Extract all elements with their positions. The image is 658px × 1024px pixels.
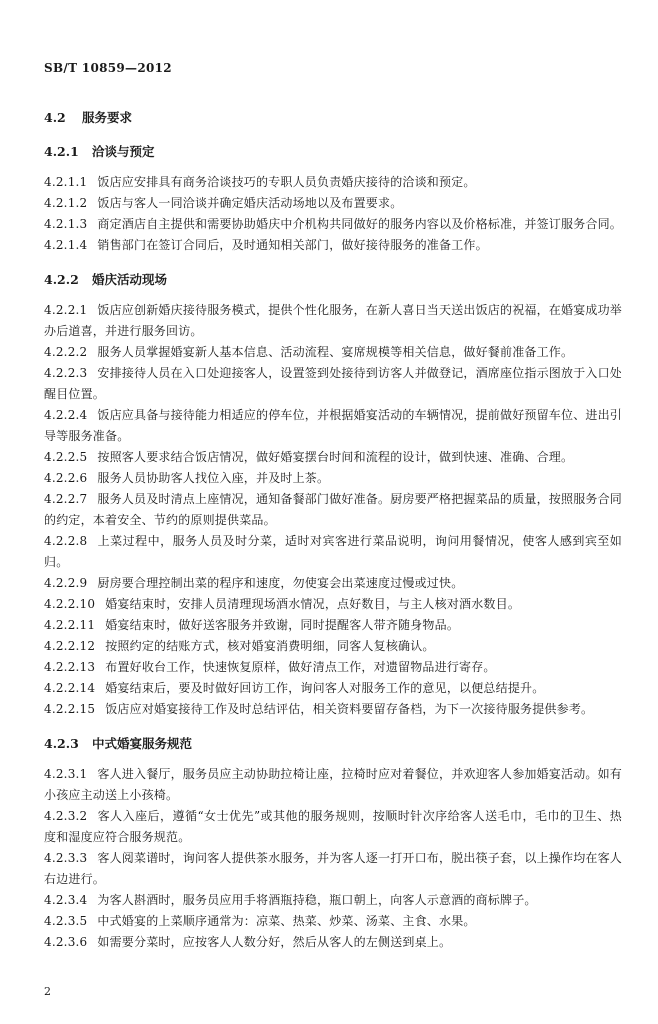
clause-4-2-2-7 — [44, 489, 622, 531]
clause-number: 4.2.2.2 — [44, 345, 88, 359]
clause-text: 按照约定的结账方式，核对婚宴消费明细，同客人复核确认。 — [105, 639, 435, 653]
section-heading-4-2-2 — [44, 270, 622, 290]
clause-text: 安排接待人员在入口处迎接客人，设置签到处接待到访客人并做登记，酒席座位指示图放于入口处醒目位置。 — [44, 366, 622, 401]
section-number: 4.2.2 — [44, 272, 79, 287]
clause-number: 4.2.3.4 — [44, 893, 88, 907]
section-title: 服务要求 — [82, 110, 133, 125]
clause-4-2-3-4 — [44, 890, 622, 911]
clause-4-2-2-12 — [44, 636, 622, 657]
clause-number: 4.2.2.15 — [44, 702, 96, 716]
clause-text: 婚宴结束时，安排人员清理现场酒水情况，点好数目，与主人核对酒水数目。 — [105, 597, 521, 611]
section-number: 4.2 — [44, 110, 66, 125]
clause-number: 4.2.2.13 — [44, 660, 96, 674]
clause-4-2-1-2 — [44, 193, 622, 214]
clause-4-2-1-3 — [44, 214, 622, 235]
clause-4-2-2-10 — [44, 594, 622, 615]
clause-number: 4.2.1.2 — [44, 196, 88, 210]
section-title: 中式婚宴服务规范 — [92, 736, 193, 751]
clause-text: 饭店与客人一同洽谈并确定婚庆活动场地以及布置要求。 — [97, 196, 403, 210]
clause-text: 按照客人要求结合饭店情况，做好婚宴摆台时间和流程的设计，做到快速、准确、合理。 — [97, 450, 574, 464]
clause-4-2-3-3 — [44, 848, 622, 890]
clause-text: 布置好收台工作，快速恢复原样，做好清点工作，对遗留物品进行寄存。 — [105, 660, 496, 674]
clause-number: 4.2.2.8 — [44, 534, 88, 548]
clause-4-2-2-5 — [44, 447, 622, 468]
clause-number: 4.2.2.10 — [44, 597, 96, 611]
clause-text: 饭店应对婚宴接待工作及时总结评估，相关资料要留存备档，为下一次接待服务提供参考。 — [105, 702, 594, 716]
clause-number: 4.2.2.1 — [44, 303, 88, 317]
clause-text: 商定酒店自主提供和需要协助婚庆中介机构共同做好的服务内容以及价格标准，并签订服务合同。 — [97, 217, 622, 231]
clause-4-2-3-5 — [44, 911, 622, 932]
clause-4-2-2-13 — [44, 657, 622, 678]
clause-4-2-3-2 — [44, 806, 622, 848]
clause-text: 厨房要合理控制出菜的程序和速度，勿使宴会出菜速度过慢或过快。 — [97, 576, 464, 590]
clause-4-2-3-6 — [44, 932, 622, 953]
clause-text: 饭店应具备与接待能力相适应的停车位，并根据婚宴活动的车辆情况，提前做好预留车位、进出引导等服务准备。 — [44, 408, 622, 443]
clause-4-2-2-6 — [44, 468, 622, 489]
clause-4-2-2-3 — [44, 363, 622, 405]
clause-number: 4.2.3.1 — [44, 767, 88, 781]
clause-number: 4.2.3.3 — [44, 851, 88, 865]
clause-4-2-2-2 — [44, 342, 622, 363]
clause-number: 4.2.2.4 — [44, 408, 88, 422]
clause-4-2-2-11 — [44, 615, 622, 636]
section-heading-4-2 — [44, 108, 622, 128]
standard-number: SB/T 10859—2012 — [44, 61, 172, 75]
clause-text: 如需要分菜时，应按客人人数分好，然后从客人的左侧送到桌上。 — [97, 935, 452, 949]
clause-number: 4.2.2.11 — [44, 618, 96, 632]
page-number: 2 — [44, 985, 51, 998]
clause-4-2-2-4 — [44, 405, 622, 447]
clause-4-2-3-1 — [44, 764, 622, 806]
clause-number: 4.2.3.6 — [44, 935, 88, 949]
clause-text: 饭店应创新婚庆接待服务模式，提供个性化服务，在新人喜日当天送出饭店的祝福，在婚宴成功举办后道喜，并进行服务回访。 — [44, 303, 622, 338]
section-heading-4-2-3 — [44, 734, 622, 754]
section-number: 4.2.1 — [44, 144, 79, 159]
section-heading-4-2-1 — [44, 142, 622, 162]
clause-4-2-1-1 — [44, 172, 622, 193]
section-number: 4.2.3 — [44, 736, 79, 751]
clause-text: 服务人员及时清点上座情况，通知备餐部门做好准备。厨房要严格把握菜品的质量，按照服务合同的约定，本着安全、节约的原则提供菜品。 — [44, 492, 622, 527]
clause-number: 4.2.1.4 — [44, 238, 88, 252]
clause-text: 婚宴结束后，要及时做好回访工作，询问客人对服务工作的意见，以便总结提升。 — [105, 681, 545, 695]
clause-text: 服务人员掌握婚宴新人基本信息、活动流程、宴席规模等相关信息，做好餐前准备工作。 — [97, 345, 574, 359]
document-body — [44, 100, 622, 953]
clause-number: 4.2.2.3 — [44, 366, 88, 380]
clause-number: 4.2.1.1 — [44, 175, 88, 189]
clause-number: 4.2.3.5 — [44, 914, 88, 928]
clause-text: 客人阅菜谱时，询问客人提供茶水服务，并为客人逐一打开口布，脱出筷子套，以上操作均在客人右边进行。 — [44, 851, 622, 886]
clause-number: 4.2.2.12 — [44, 639, 96, 653]
clause-number: 4.2.1.3 — [44, 217, 88, 231]
section-title: 洽谈与预定 — [92, 144, 155, 159]
clause-text: 为客人斟酒时，服务员应用手将酒瓶持稳，瓶口朝上，向客人示意酒的商标牌子。 — [97, 893, 537, 907]
section-title: 婚庆活动现场 — [92, 272, 168, 287]
clause-text: 婚宴结束时，做好送客服务并致谢，同时提醒客人带齐随身物品。 — [105, 618, 460, 632]
clause-4-2-1-4 — [44, 235, 622, 256]
clause-4-2-2-1 — [44, 300, 622, 342]
clause-text: 饭店应安排具有商务洽谈技巧的专职人员负责婚庆接待的洽谈和预定。 — [97, 175, 476, 189]
clause-4-2-2-8 — [44, 531, 622, 573]
clause-text: 服务人员协助客人找位入座，并及时上茶。 — [97, 471, 330, 485]
clause-text: 客人入座后，遵循“女士优先”或其他的服务规则，按顺时针次序给客人送毛巾，毛巾的卫生、热度和湿度应符合服务规范。 — [44, 809, 622, 844]
clause-text: 客人进入餐厅，服务员应主动协助拉椅让座，拉椅时应对着餐位，并欢迎客人参加婚宴活动。如有小孩应主动送上小孩椅。 — [44, 767, 622, 802]
clause-number: 4.2.2.6 — [44, 471, 88, 485]
clause-4-2-2-14 — [44, 678, 622, 699]
clause-number: 4.2.2.9 — [44, 576, 88, 590]
clause-number: 4.2.2.5 — [44, 450, 88, 464]
clause-number: 4.2.2.14 — [44, 681, 96, 695]
clause-text: 销售部门在签订合同后，及时通知相关部门，做好接待服务的准备工作。 — [97, 238, 488, 252]
clause-4-2-2-15 — [44, 699, 622, 720]
clause-number: 4.2.2.7 — [44, 492, 88, 506]
clause-text: 中式婚宴的上菜顺序通常为：凉菜、热菜、炒菜、汤菜、主食、水果。 — [97, 914, 476, 928]
clause-4-2-2-9 — [44, 573, 622, 594]
clause-number: 4.2.3.2 — [44, 809, 88, 823]
clause-text: 上菜过程中，服务人员及时分菜，适时对宾客进行菜品说明，询问用餐情况，使客人感到宾至如归。 — [44, 534, 622, 569]
